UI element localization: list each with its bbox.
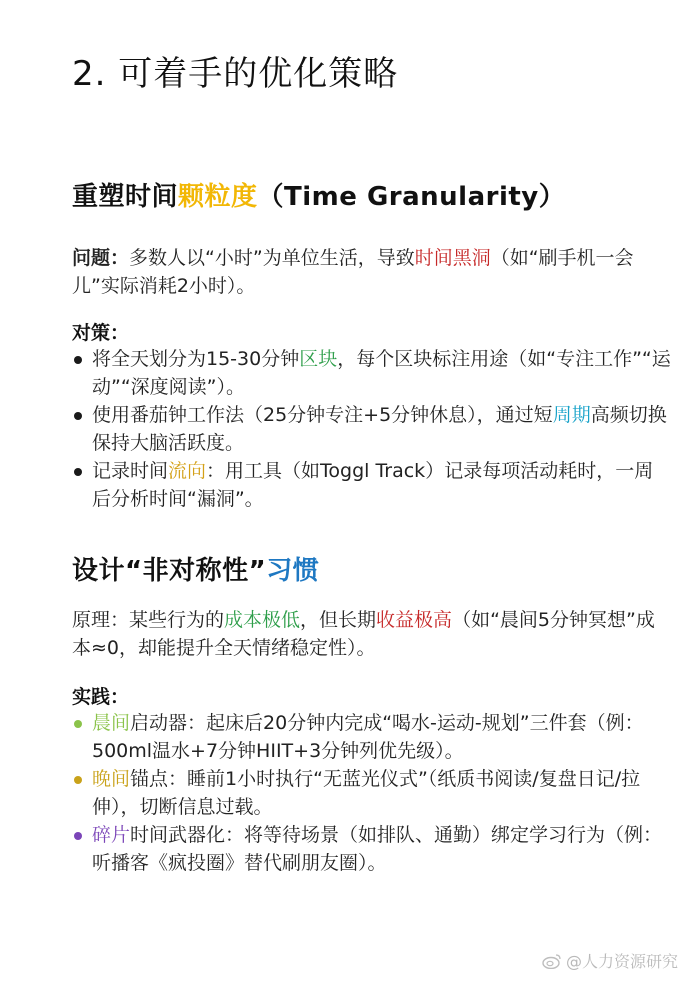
item-highlight: 流向 bbox=[168, 460, 207, 482]
measures-list bbox=[72, 345, 672, 513]
problem-label: 问题： bbox=[72, 247, 130, 269]
heading-text-en: （Time Granularity） bbox=[257, 182, 566, 212]
bullet-icon bbox=[74, 412, 82, 420]
bullet-icon bbox=[74, 776, 82, 784]
item-highlight: 晨间 bbox=[92, 712, 131, 734]
principle-paragraph: 原理：某些行为的成本极低，但长期收益极高（如“晨间5分钟冥想”成本≈0，却能提升全天情绪稳定性）。 bbox=[72, 609, 655, 659]
item-highlight: 晚间 bbox=[92, 768, 131, 790]
heading-highlight: 习惯 bbox=[266, 556, 320, 586]
list-item: 晚间锚点：睡前1小时执行“无蓝光仪式”（纸质书阅读/复盘日记/拉伸），切断信息过载。 bbox=[72, 765, 672, 821]
item-highlight: 碎片 bbox=[92, 824, 131, 846]
item-highlight: 周期 bbox=[552, 404, 591, 426]
item-highlight: 区块 bbox=[299, 348, 338, 370]
practice-list bbox=[72, 709, 672, 877]
bullet-icon bbox=[74, 356, 82, 364]
section-heading-asymmetric-habits bbox=[72, 550, 319, 587]
heading-text: 重塑时间 bbox=[72, 182, 179, 212]
list-item: 记录时间流向：用工具（如Toggl Track）记录每项活动耗时，一周后分析时间“漏洞”。 bbox=[72, 457, 672, 513]
principle-highlight-low-cost: 成本极低 bbox=[224, 609, 301, 631]
practice-label: 实践： bbox=[72, 686, 130, 708]
watermark bbox=[542, 949, 678, 972]
list-item: 使用番茄钟工作法（25分钟专注+5分钟休息），通过短周期高频切换保持大脑活跃度。 bbox=[72, 401, 672, 457]
measures-label: 对策： bbox=[72, 322, 130, 344]
problem-text-end: （如“刷手机一会儿”实际消耗2小时）。 bbox=[72, 247, 634, 297]
problem-highlight: 时间黑洞 bbox=[414, 247, 491, 269]
section-heading-time-granularity bbox=[72, 176, 565, 213]
principle-highlight-high-return: 收益极高 bbox=[376, 609, 453, 631]
bullet-icon bbox=[74, 468, 82, 476]
bullet-icon bbox=[74, 832, 82, 840]
bullet-icon bbox=[74, 720, 82, 728]
list-item: 碎片时间武器化：将等待场景（如排队、通勤）绑定学习行为（例：听播客《疯投圈》替代刷朋友圈）。 bbox=[72, 821, 672, 877]
weibo-icon bbox=[542, 953, 562, 969]
heading-highlight: 颗粒度 bbox=[178, 182, 258, 212]
problem-paragraph bbox=[72, 244, 672, 300]
heading-text: 设计“非对称性” bbox=[72, 556, 267, 586]
list-item: 晨间启动器：起床后20分钟内完成“喝水-运动-规划”三件套（例：500ml温水+7分钟HIIT+3分钟列优先级）。 bbox=[72, 709, 672, 765]
watermark-text: @人力资源研究 bbox=[565, 952, 678, 971]
problem-text: 多数人以“小时”为单位生活，导致 bbox=[129, 247, 415, 269]
list-item: 将全天划分为15-30分钟区块，每个区块标注用途（如“专注工作”“运动”“深度阅读”）。 bbox=[72, 345, 672, 401]
page-title: 2. 可着手的优化策略 bbox=[72, 54, 399, 94]
